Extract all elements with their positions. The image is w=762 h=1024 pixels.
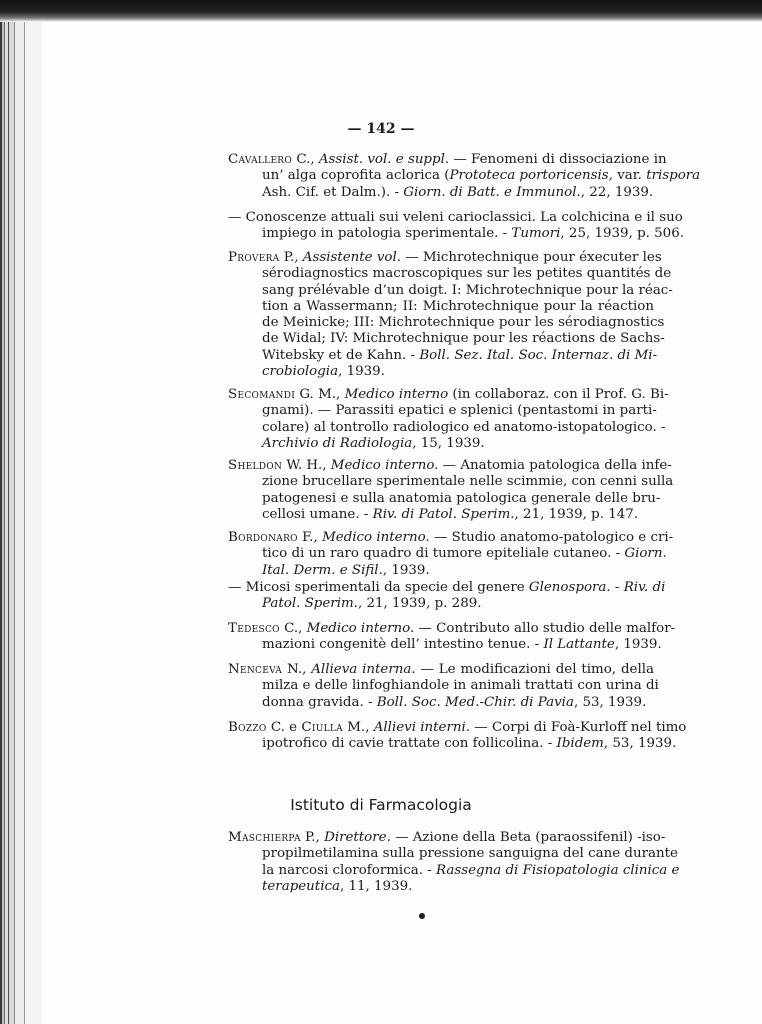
ink-dot — [419, 913, 425, 919]
italic-text: Assist. vol. e suppl. — [318, 152, 450, 167]
entry-line — [228, 226, 684, 242]
entry-line — [228, 403, 657, 419]
text-segment: colare) al tontrollo radiologico ed anatomo-istopatologico. - — [262, 419, 666, 435]
text-segment: , 25, 1939, p. 506. — [560, 226, 684, 242]
bibliography-entry — [228, 250, 673, 380]
entry-line — [228, 474, 674, 490]
bibliography-entry — [228, 152, 701, 201]
text-segment: F., — [297, 530, 323, 545]
italic-text: Medico interno. — [306, 621, 415, 636]
author-name: Nenceva — [228, 662, 283, 677]
bibliography-entry — [228, 210, 684, 243]
italic-text: trispora — [646, 168, 701, 184]
entry-line — [228, 282, 673, 299]
italic-text: terapeutica — [262, 878, 340, 894]
text-segment: — Michrotechnique pour éxecuter les — [401, 250, 662, 265]
text-segment: tion a Wassermann; II: Michrotechnique pour la réaction — [262, 298, 654, 314]
text-segment: , 53, 1939. — [603, 736, 677, 752]
text-segment: , 22, 1939. — [580, 184, 654, 200]
italic-text: Rassegna di Fisiopatologia clinica e — [436, 862, 680, 878]
italic-text: Riv. di — [623, 580, 666, 595]
text-segment: mazioni congenitè dell’ intestino tenue. - — [262, 637, 544, 653]
entry-line — [228, 168, 701, 184]
text-segment: C. e — [266, 720, 302, 735]
entry-line — [228, 185, 654, 201]
text-segment: , 11, 1939. — [339, 878, 413, 894]
text-segment: , 15, 1939. — [412, 435, 485, 451]
text-segment: - — [610, 580, 624, 595]
italic-text: Direttore. — [324, 830, 391, 845]
author-name: Secomandi — [228, 387, 296, 402]
entry-line — [228, 490, 661, 507]
italic-text: Medico interno — [344, 387, 449, 402]
section-heading: Istituto di Farmacologia — [290, 796, 472, 814]
italic-text: Boll. Sez. Ital. Soc. Internaz. di Mi- — [419, 347, 658, 363]
text-segment: G. M., — [295, 387, 345, 402]
entry-line — [228, 266, 672, 282]
text-segment: sang prélévable d’un doigt. I: Michrotechnique pour la réac- — [262, 282, 673, 298]
entry-line — [228, 419, 666, 436]
entry-line — [228, 862, 680, 879]
bibliography-entry — [228, 621, 676, 654]
text-segment: , 21, 1939, p. 289. — [357, 596, 482, 612]
italic-text: Patol. Sperim. — [262, 596, 358, 612]
text-segment: propilmetilamina sulla pressione sanguigna del cane durante — [262, 846, 678, 862]
entry-line — [228, 678, 659, 694]
text-segment: — Micosi sperimentali da specie del genere — [228, 580, 529, 595]
entry-line — [228, 250, 662, 266]
text-segment: var. — [612, 168, 647, 184]
italic-text: Allieva interna. — [311, 662, 416, 677]
text-segment: , 1939. — [614, 637, 662, 653]
scan-border-top — [0, 0, 762, 22]
italic-text: Medico interno. — [322, 530, 430, 545]
italic-text: Ibidem — [556, 736, 604, 752]
text-segment: — Azione della Beta (paraossifenil) -iso- — [390, 830, 666, 845]
italic-text: Ital. Derm. e Sifil. — [262, 562, 383, 578]
italic-text: Giorn. — [624, 546, 667, 562]
text-segment: P., — [279, 250, 303, 265]
entry-line — [228, 436, 654, 452]
italic-text: Tumori — [511, 226, 561, 242]
text-segment: impiego in patologia sperimentale. - — [262, 226, 512, 242]
bibliography-entry — [228, 830, 680, 895]
entry-line — [228, 596, 654, 612]
entry-line — [228, 458, 672, 474]
text-segment: Ash. Cif. et Dalm.). - — [262, 184, 404, 200]
entry-line — [228, 364, 654, 380]
bibliography-entry — [228, 458, 674, 523]
text-segment: — Corpi di Foà-Kurloff nel timo — [470, 720, 687, 735]
text-segment: C., — [292, 152, 319, 167]
author-name: Ciulla — [301, 720, 343, 735]
entry-line — [228, 546, 667, 562]
italic-text: Il Lattante — [543, 637, 615, 653]
text-segment: N., — [282, 662, 312, 677]
author-name: Bozzo — [228, 720, 267, 735]
text-segment: — Fenomeni di dissociazione in — [449, 152, 667, 167]
bibliography-entry — [228, 720, 687, 753]
entry-line — [228, 347, 658, 364]
italic-text: Allievi interni. — [373, 720, 471, 735]
text-segment: — Anatomia patologica della infe- — [438, 458, 672, 473]
text-segment: de Meinicke; III: Michrotechnique pour les sérodiagnostics — [262, 315, 665, 331]
text-segment: M., — [342, 720, 374, 735]
text-segment: (in collaboraz. con il Prof. G. Bi- — [448, 387, 669, 402]
entry-line — [228, 637, 662, 653]
entry-line — [228, 563, 654, 579]
entry-line — [228, 387, 669, 403]
entry-line — [228, 736, 677, 752]
entry-line — [228, 210, 683, 226]
author-name: Sheldon — [228, 458, 283, 473]
entry-line — [228, 152, 667, 168]
italic-text: Glenospora. — [528, 580, 611, 595]
italic-text: Boll. Soc. Med.-Chir. di Pavia — [376, 694, 574, 710]
entry-line — [228, 830, 666, 846]
italic-text: crobiologia — [262, 364, 339, 380]
text-segment: de Widal; IV: Michrotechnique pour les réactions de Sachs- — [262, 331, 665, 347]
text-segment: — Le modificazioni del timo, della — [415, 662, 654, 677]
bibliography-entry — [228, 580, 666, 613]
text-segment: , 1939. — [338, 364, 385, 380]
entry-line — [228, 846, 678, 862]
entry-line — [228, 580, 666, 596]
entry-line — [228, 507, 654, 523]
italic-text: Archivio di Radiologia — [262, 435, 413, 451]
text-segment: , 21, 1939, p. 147. — [514, 506, 639, 522]
entry-line — [228, 720, 687, 736]
text-segment: zione brucellare sperimentale nelle scimmie, con cenni sulla — [262, 474, 674, 490]
text-segment: tico di un raro quadro di tumore epiteliale cutaneo. - — [262, 546, 625, 562]
text-segment: , 1939. — [382, 562, 430, 578]
text-segment: C., — [279, 621, 307, 636]
text-segment: gnami). — Parassiti epatici e splenici (pentastomi in parti- — [262, 403, 657, 419]
bibliography-entry — [228, 662, 659, 711]
entry-line — [228, 530, 674, 546]
italic-text: Prototeca portoricensis, — [449, 168, 613, 184]
italic-text: Assistente vol. — [302, 250, 402, 265]
bibliography-entry — [228, 387, 669, 452]
text-segment: — Conoscenze attuali sui veleni carioclassici. La colchicina e il suo — [228, 210, 683, 225]
text-segment: milza e delle linfoghiandole in animali trattati con urina di — [262, 678, 659, 694]
text-segment: la narcosi cloroformica. - — [262, 862, 436, 878]
author-name: Provera — [228, 250, 280, 265]
page-number: — 142 — — [347, 121, 415, 137]
entry-line — [228, 662, 654, 678]
author-name: Cavallero — [228, 152, 293, 167]
entry-line — [228, 695, 654, 711]
italic-text: Riv. di Patol. Sperim. — [372, 506, 515, 522]
text-segment: ipotrofico di cavie trattate con follicolina. - — [262, 736, 557, 752]
text-segment: — Contributo allo studio delle malfor- — [414, 621, 676, 636]
text-segment: sérodiagnostics macroscopiques sur les petites quantités de — [262, 266, 672, 282]
entry-line — [228, 315, 665, 331]
italic-text: Giorn. di Batt. e Immunol. — [403, 184, 581, 200]
text-segment: W. H., — [282, 458, 331, 473]
italic-text: Medico interno. — [330, 458, 439, 473]
text-segment: cellosi umane. - — [262, 506, 373, 522]
entry-line — [228, 331, 665, 347]
text-segment: — Studio anatomo-patologico e cri- — [429, 530, 674, 545]
author-name: Maschierpa — [228, 830, 301, 845]
text-segment: P., — [300, 830, 325, 845]
text-segment: un’ alga coprofita aclorica ( — [262, 168, 450, 184]
text-segment: patogenesi e sulla anatomia patologica generale delle bru- — [262, 490, 661, 506]
scan-border-left — [0, 0, 42, 1024]
author-name: Tedesco — [228, 621, 280, 636]
entry-line — [228, 621, 676, 637]
entry-line — [228, 299, 654, 315]
bibliography-entry — [228, 530, 674, 579]
text-segment: Witebsky et de Kahn. - — [262, 347, 420, 363]
entry-line — [228, 879, 654, 895]
author-name: Bordonaro — [228, 530, 298, 545]
text-segment: donna gravida. - — [262, 694, 377, 710]
text-segment: , 53, 1939. — [573, 694, 647, 710]
